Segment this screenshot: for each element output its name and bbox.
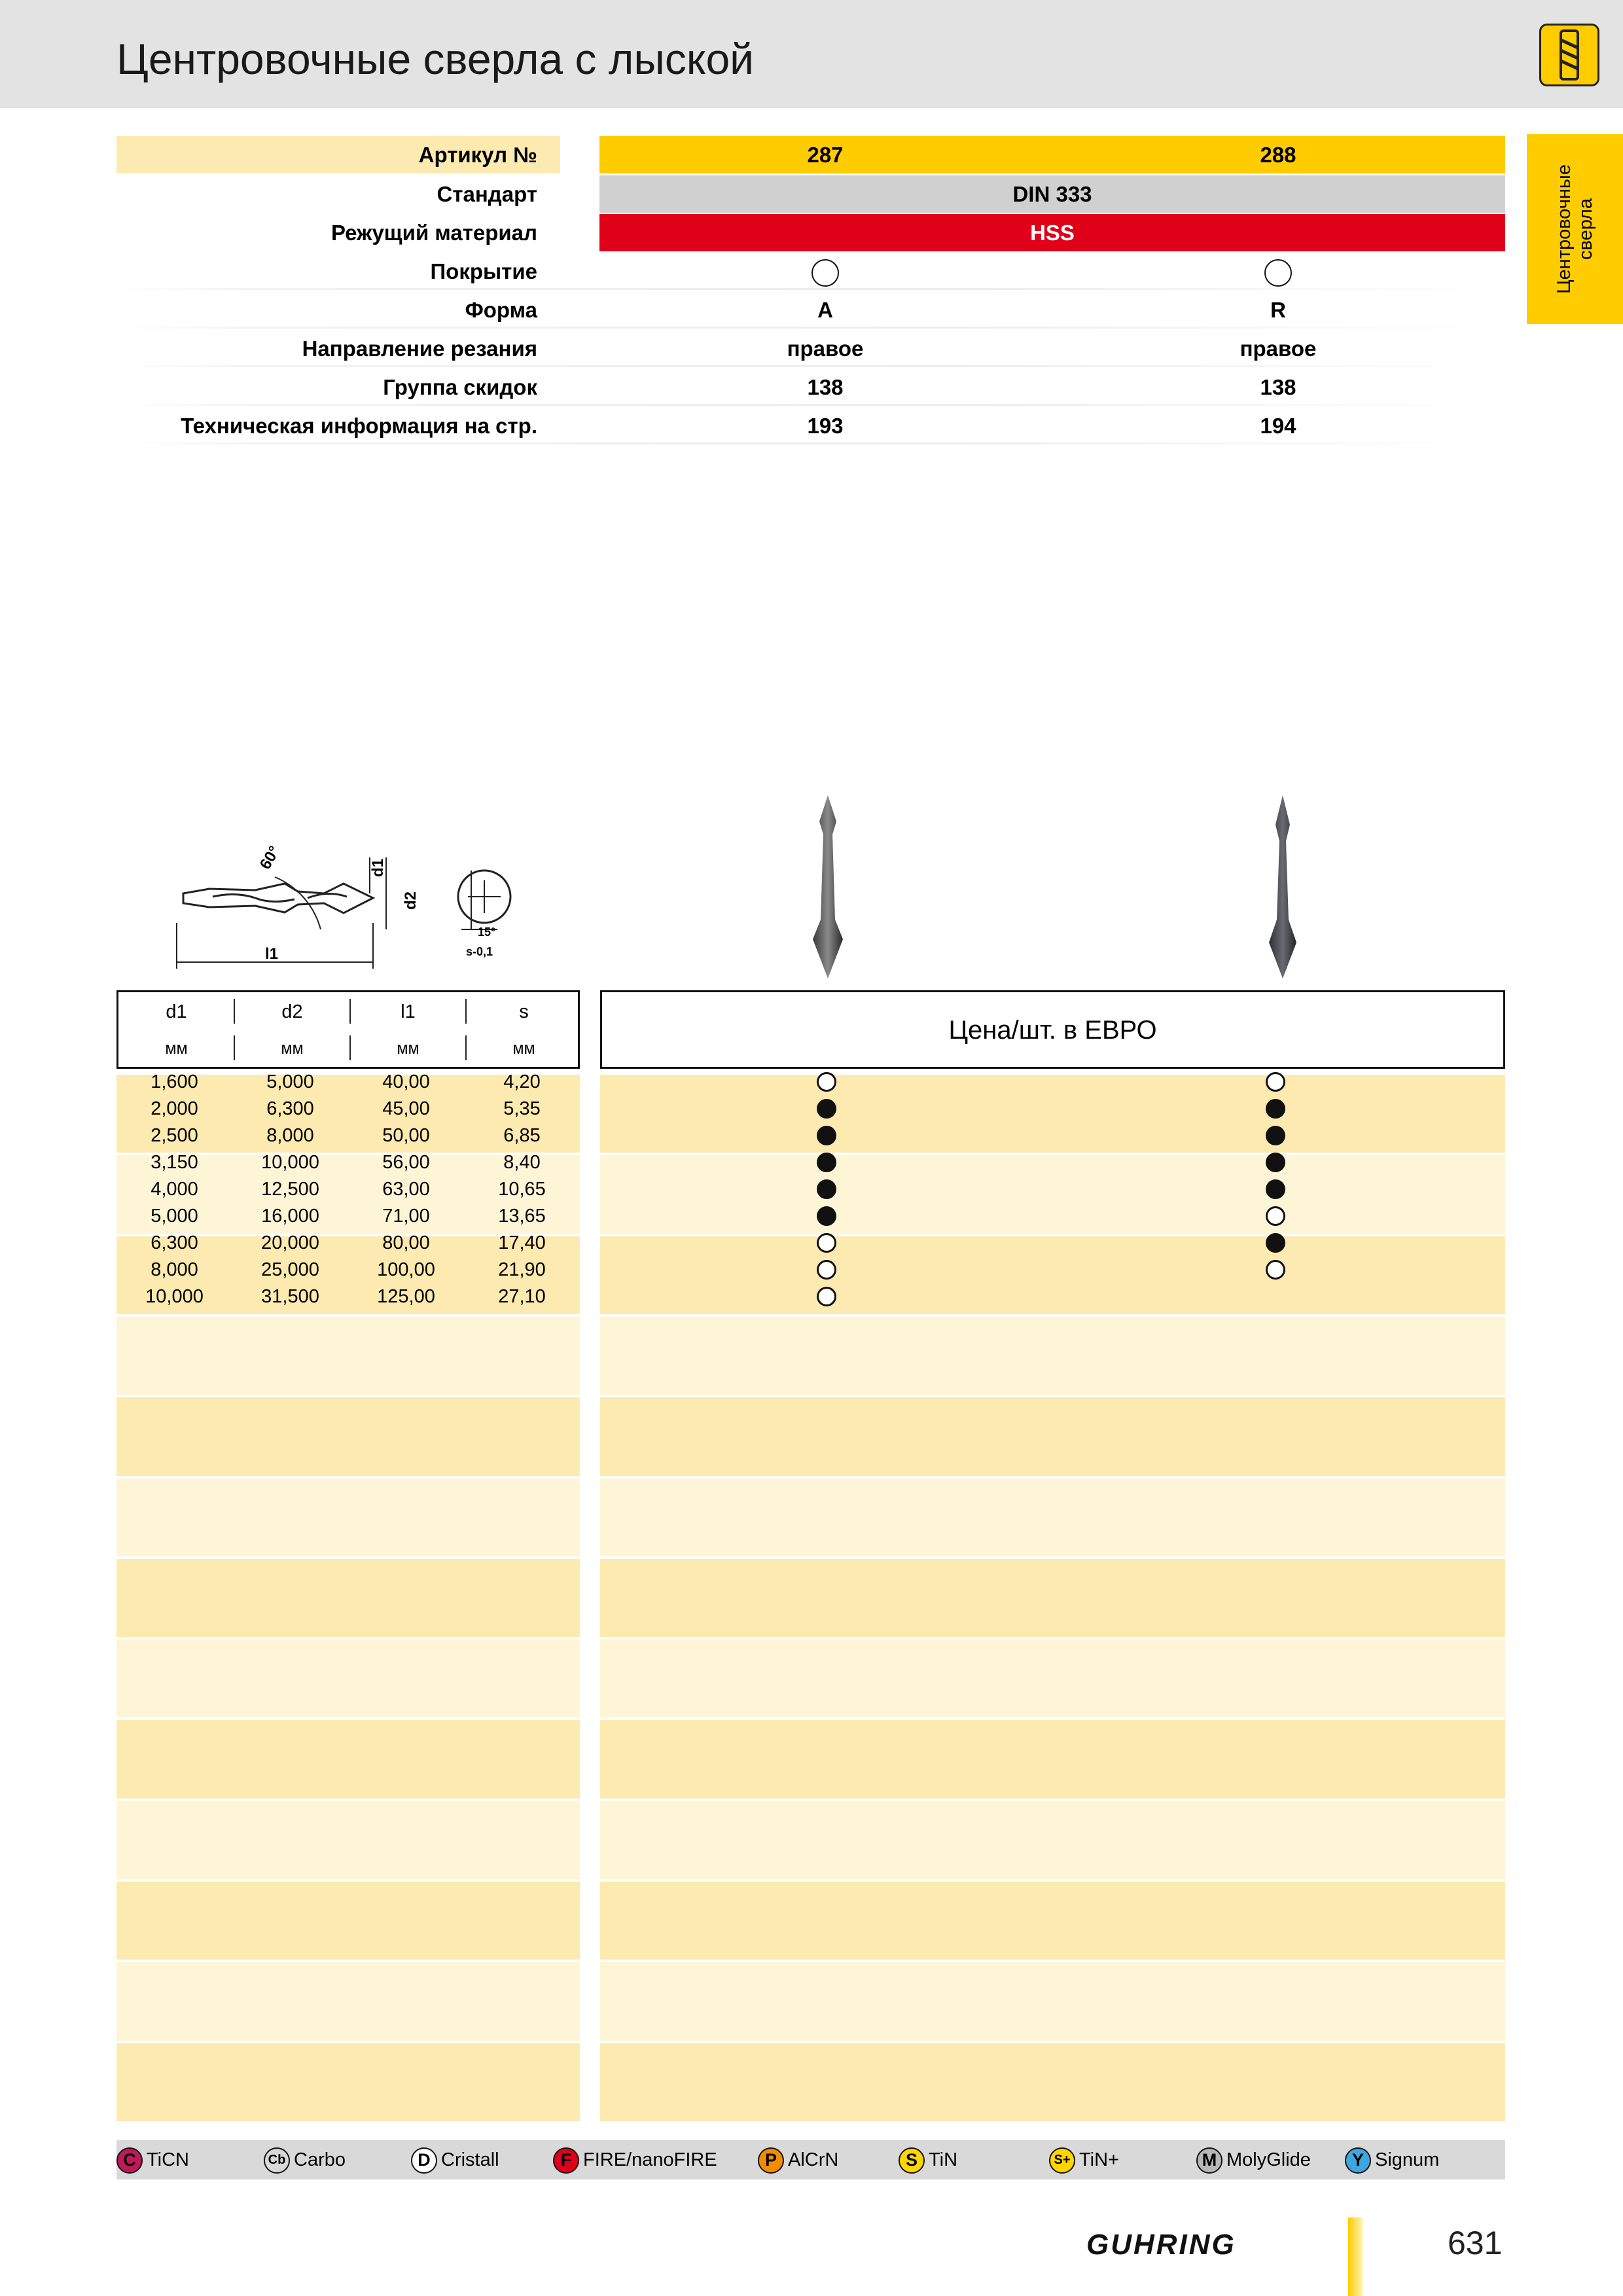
available-icon[interactable] xyxy=(817,1233,836,1253)
cell-d1: 4,000 xyxy=(151,1179,198,1200)
d1-label: d1 xyxy=(369,858,387,877)
cell-s: 5,35 xyxy=(503,1098,541,1119)
cell-s: 17,40 xyxy=(498,1232,546,1253)
cell-s: 21,90 xyxy=(498,1259,546,1280)
cell-s: 13,65 xyxy=(498,1206,546,1227)
uncoated-icon xyxy=(812,259,839,287)
spec-row-discount xyxy=(116,368,1505,406)
material-value: HSS xyxy=(599,214,1505,251)
cell-d1: 5,000 xyxy=(151,1206,198,1227)
table-row xyxy=(116,1096,580,1122)
price-header xyxy=(600,990,1505,1069)
coating-287 xyxy=(599,253,1051,290)
table-band xyxy=(600,1236,1505,1314)
cell-s: 10,65 xyxy=(498,1179,546,1200)
article-288: 288 xyxy=(1051,136,1505,173)
available-icon[interactable] xyxy=(1266,1206,1285,1226)
cell-d2: 31,500 xyxy=(261,1286,319,1307)
side-tab-line1: Центровочные xyxy=(1553,164,1575,294)
table-row xyxy=(116,1069,580,1096)
form-288: R xyxy=(1270,298,1286,322)
spec-row-article xyxy=(116,136,1505,173)
table-band xyxy=(600,1155,1505,1233)
legend-label: Cristall xyxy=(441,2149,499,2170)
unit-l1: мм xyxy=(397,1039,419,1058)
coating-badge-icon: C xyxy=(116,2147,143,2174)
techinfo-287[interactable]: 193 xyxy=(807,414,844,438)
col-header-d2: d2 xyxy=(281,1001,303,1022)
coating-badge-icon: P xyxy=(758,2147,784,2174)
cell-l1: 71,00 xyxy=(382,1206,430,1227)
d2-label: d2 xyxy=(402,891,419,910)
table-band xyxy=(116,1882,580,1960)
spec-label: Режущий материал xyxy=(330,221,537,245)
discount-288: 138 xyxy=(1260,375,1296,399)
cell-l1: 50,00 xyxy=(382,1125,430,1146)
direction-288: правое xyxy=(1240,336,1317,361)
cell-s: 4,20 xyxy=(503,1071,541,1092)
coating-badge-icon: S xyxy=(899,2147,925,2174)
spec-label: Стандарт xyxy=(437,182,537,206)
cell-d1: 8,000 xyxy=(151,1259,198,1280)
spec-row-material xyxy=(116,214,1505,251)
legend-item xyxy=(1345,2140,1439,2179)
spec-label: Форма xyxy=(465,298,537,322)
price-label: Цена/шт. в ЕВРО xyxy=(948,1016,1157,1045)
spec-label: Направление резания xyxy=(302,336,537,361)
cell-l1: 45,00 xyxy=(382,1098,430,1119)
legend-item xyxy=(116,2140,189,2179)
cell-d2: 12,500 xyxy=(261,1179,319,1200)
direction-287: правое xyxy=(787,336,864,361)
s-label: s-0,1 xyxy=(466,945,493,958)
guhring-logo: GUHRING xyxy=(1086,2229,1236,2261)
cell-d1: 2,500 xyxy=(151,1125,198,1146)
available-icon[interactable] xyxy=(817,1260,836,1280)
form-287: A xyxy=(817,298,833,322)
legend-label: TiN xyxy=(929,2149,958,2170)
page-number: 631 xyxy=(1448,2225,1503,2261)
product-image-288 xyxy=(1253,795,1312,978)
legend-label: FIRE/nanoFIRE xyxy=(583,2149,717,2170)
table-row xyxy=(116,1203,580,1230)
table-row xyxy=(116,1149,580,1176)
unit-s: мм xyxy=(512,1039,535,1058)
table-band xyxy=(116,1559,580,1637)
in-stock-icon[interactable] xyxy=(817,1099,836,1119)
cell-d1: 6,300 xyxy=(151,1232,198,1253)
unit-d1: мм xyxy=(165,1039,188,1058)
in-stock-icon[interactable] xyxy=(1266,1126,1285,1145)
in-stock-icon[interactable] xyxy=(1266,1233,1285,1253)
table-band xyxy=(116,1720,580,1798)
legend-label: TiN+ xyxy=(1079,2149,1119,2170)
legend-label: Signum xyxy=(1375,2149,1440,2170)
l1-label: l1 xyxy=(265,945,279,963)
table-row xyxy=(116,1257,580,1283)
legend-item xyxy=(899,2140,957,2179)
spec-row-direction xyxy=(116,330,1505,367)
table-band xyxy=(116,1640,580,1717)
footer-accent-bar xyxy=(1348,2217,1363,2296)
coating-badge-icon: M xyxy=(1196,2147,1222,2174)
table-row xyxy=(116,1176,580,1203)
drill-icon xyxy=(1539,24,1599,86)
cell-s: 27,10 xyxy=(498,1286,546,1307)
coating-288 xyxy=(1051,253,1505,290)
table-band xyxy=(116,1317,580,1395)
in-stock-icon[interactable] xyxy=(1266,1153,1285,1172)
cell-d2: 8,000 xyxy=(266,1125,314,1146)
legend-item xyxy=(1049,2140,1119,2179)
in-stock-icon[interactable] xyxy=(817,1179,836,1199)
cell-d1: 1,600 xyxy=(151,1071,198,1092)
table-band xyxy=(600,1559,1505,1637)
cell-l1: 40,00 xyxy=(382,1071,430,1092)
in-stock-icon[interactable] xyxy=(817,1206,836,1226)
cell-d2: 6,300 xyxy=(266,1098,314,1119)
article-287: 287 xyxy=(599,136,1051,173)
cell-l1: 100,00 xyxy=(377,1259,435,1280)
cell-l1: 56,00 xyxy=(382,1152,430,1173)
cell-l1: 80,00 xyxy=(382,1232,430,1253)
col-header-s: s xyxy=(519,1001,529,1022)
coating-badge-icon: D xyxy=(411,2147,437,2174)
legend-label: MolyGlide xyxy=(1226,2149,1311,2170)
discount-287: 138 xyxy=(807,375,844,399)
uncoated-icon xyxy=(1264,259,1292,287)
technical-drawing xyxy=(164,831,530,982)
unit-d2: мм xyxy=(281,1039,304,1058)
product-image-287 xyxy=(798,795,857,978)
spec-label: Артикул № xyxy=(116,136,560,173)
in-stock-icon[interactable] xyxy=(817,1153,836,1172)
available-icon[interactable] xyxy=(1266,1072,1285,1092)
techinfo-288[interactable]: 194 xyxy=(1260,414,1296,438)
table-band xyxy=(116,2043,580,2121)
legend-item xyxy=(1196,2140,1311,2179)
table-band xyxy=(600,2043,1505,2121)
legend-label: Carbo xyxy=(294,2149,346,2170)
legend-label: TiCN xyxy=(147,2149,189,2170)
cell-d1: 10,000 xyxy=(145,1286,204,1307)
cell-d2: 20,000 xyxy=(261,1232,319,1253)
col-header-l1: l1 xyxy=(401,1001,416,1022)
col-header-d1: d1 xyxy=(166,1001,187,1022)
legend-item xyxy=(553,2140,717,2179)
side-tab-line2: сверла xyxy=(1575,198,1596,260)
standard-value: DIN 333 xyxy=(599,175,1505,213)
cell-s: 6,85 xyxy=(503,1125,541,1146)
spec-row-standard xyxy=(116,175,1505,213)
spec-row-techinfo xyxy=(116,407,1505,444)
table-row xyxy=(116,1283,580,1310)
cell-s: 8,40 xyxy=(503,1152,541,1173)
angle2-label: 15° xyxy=(478,925,496,939)
spec-label: Группа скидок xyxy=(383,375,537,399)
cell-l1: 125,00 xyxy=(377,1286,435,1307)
section-side-tab[interactable] xyxy=(1527,134,1623,324)
cell-l1: 63,00 xyxy=(382,1179,430,1200)
table-row xyxy=(116,1122,580,1149)
coating-legend xyxy=(116,2140,1505,2179)
coating-badge-icon: Cb xyxy=(264,2147,290,2174)
cell-d1: 3,150 xyxy=(151,1152,198,1173)
table-band xyxy=(600,1720,1505,1798)
table-band xyxy=(600,1075,1505,1153)
table-band xyxy=(116,1397,580,1475)
table-band xyxy=(116,1801,580,1879)
available-icon[interactable] xyxy=(1266,1260,1285,1280)
table-band xyxy=(116,1962,580,2040)
table-row xyxy=(116,1230,580,1257)
table-band xyxy=(600,1640,1505,1717)
coating-badge-icon: F xyxy=(553,2147,579,2174)
cell-d2: 25,000 xyxy=(261,1259,319,1280)
spec-row-form xyxy=(116,291,1505,329)
table-band xyxy=(600,1962,1505,2040)
coating-badge-icon: S+ xyxy=(1049,2147,1075,2174)
cell-d2: 16,000 xyxy=(261,1206,319,1227)
available-icon[interactable] xyxy=(817,1287,836,1306)
spec-label: Покрытие xyxy=(430,259,537,283)
table-band xyxy=(600,1882,1505,1960)
legend-item xyxy=(758,2140,838,2179)
table-band xyxy=(600,1397,1505,1475)
cell-d1: 2,000 xyxy=(151,1098,198,1119)
coating-badge-icon: Y xyxy=(1345,2147,1371,2174)
spec-row-coating xyxy=(116,253,1505,290)
table-band xyxy=(600,1317,1505,1395)
legend-item xyxy=(411,2140,499,2179)
page-title: Центровочные сверла с лыской xyxy=(116,35,755,83)
in-stock-icon[interactable] xyxy=(1266,1099,1285,1119)
table-band xyxy=(600,1479,1505,1556)
spec-label: Техническая информация на стр. xyxy=(181,414,537,438)
dims-table-header xyxy=(116,990,580,1069)
available-icon[interactable] xyxy=(817,1072,836,1092)
angle-label: 60° xyxy=(256,843,284,872)
legend-label: AlCrN xyxy=(788,2149,839,2170)
table-band xyxy=(116,1479,580,1556)
table-band xyxy=(600,1801,1505,1879)
cell-d2: 10,000 xyxy=(261,1152,319,1173)
cell-d2: 5,000 xyxy=(266,1071,314,1092)
in-stock-icon[interactable] xyxy=(817,1126,836,1145)
legend-item xyxy=(264,2140,346,2179)
in-stock-icon[interactable] xyxy=(1266,1179,1285,1199)
